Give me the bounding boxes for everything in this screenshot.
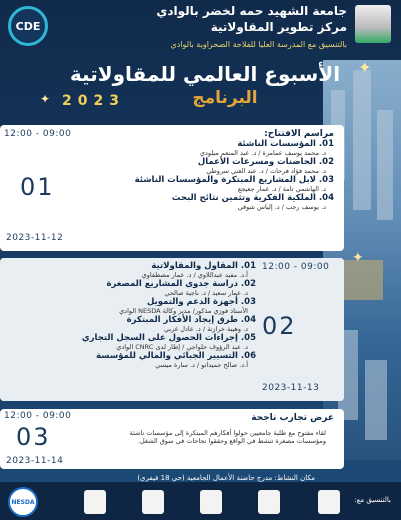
day3-date: 2023-11-14	[6, 456, 64, 466]
day3-desc: لقاء مفتوح مع طلبة جامعيين حولوا أفكارهم المبتكرة إلى مؤسسات ناشئة	[129, 429, 326, 437]
sparkle-icon: ✦	[358, 58, 372, 77]
day1-number: 01	[20, 173, 55, 201]
partner-logo	[258, 490, 280, 514]
coordination-label: بالتنسيق مع:	[354, 496, 391, 504]
day1-item-title: 02. الحاضنات ومسرعات الأعمال	[197, 157, 334, 167]
partner-logo	[200, 490, 222, 514]
day2-item-speaker: الأستاذ فوزي مذكور/ مدير وكالة NESDA الوادي	[119, 307, 248, 315]
day1-items	[135, 129, 334, 211]
year: 2023	[62, 93, 125, 109]
header-university: جامعة الشهيد حمه لخضر بالوادي	[156, 4, 347, 18]
event-location: مكان النشاط: مدرج حاضنة الأعمال الجامعية (حي 18 فيفري)	[137, 474, 315, 482]
day3-items	[130, 413, 334, 445]
cde-logo: CDE	[8, 6, 48, 46]
university-logo	[355, 5, 391, 43]
day1-item-title: 01. المؤسسات الناشئة	[237, 139, 334, 149]
day2-time: 12:00 - 09:00	[262, 262, 330, 272]
day1-item-speaker: د. محمد يوسف عمامرة / د. عبد المنعم ميلودي	[199, 149, 326, 157]
day2-item-speaker: د. عمار سعيد / د. ناجية صالحي	[164, 289, 248, 297]
nesda-logo: NESDA	[8, 487, 38, 517]
day3-desc: ومؤسسات مصغرة تنشط في الواقع وحققوا نجاحات في سوق الشغل.	[137, 437, 326, 445]
day3-time: 12:00 - 09:00	[4, 411, 72, 421]
header	[0, 0, 401, 58]
day2-items	[82, 261, 256, 369]
day1-item-speaker: د. الهاشمي تامة / د. عمار جعيجع	[237, 185, 326, 193]
day1-time: 12:00 - 09:00	[4, 129, 72, 139]
day3-title: عرض تجارب ناجحة	[251, 413, 334, 423]
sparkle-icon: ✦	[40, 92, 51, 106]
sparkle-icon: ✦	[352, 250, 364, 266]
day2-number: 02	[262, 312, 297, 340]
header-center: مركز تطوير المقاولاتية	[210, 20, 347, 34]
program-heading: البرنامج	[192, 88, 258, 108]
day2-item-title: 05. إجراءات الحصول على السجل التجاري	[81, 333, 256, 343]
day2-item-speaker: أ.د. صالح حميداتو / د. سارة ميسي	[155, 361, 248, 369]
day1-card	[0, 125, 344, 251]
day2-item-title: 03. أجهزة الدعم والتمويل	[146, 297, 256, 307]
day2-item-title: 06. التسيير الجبائي والمالي للمؤسسة	[96, 351, 256, 361]
day2-item-title: 01. المقاول والمقاولاتية	[151, 261, 256, 271]
partner-logo	[318, 490, 340, 514]
day1-item-speaker: د. محمد فؤاد فرحات / د. عبد الغني سروطي	[206, 167, 326, 175]
day3-number: 03	[16, 423, 51, 451]
day2-date: 2023-11-13	[262, 383, 320, 393]
day1-item-title: 04. الملكية الفكرية وتثمين نتائج البحث	[171, 193, 334, 203]
day2-item-title: 04. طرق إيجاد الأفكار المبتكرة	[126, 315, 256, 325]
partner-logo	[142, 490, 164, 514]
page-title: الأسبوع العالمي للمقاولاتية	[69, 62, 341, 86]
day2-item-speaker: د. عبد الرؤوف حلواجي / إطار لدى CNRC الوادي	[116, 343, 248, 351]
header-coordination: بالتنسيق مع المدرسة العليا للفلاحة الصحراوية بالوادي	[170, 40, 347, 49]
partner-logo	[84, 490, 106, 514]
day2-item-title: 02. دراسة جدوى المشاريع المصغرة	[106, 279, 256, 289]
day2-item-speaker: د. وهيبة خرازنة / د. عادل غربي	[163, 325, 248, 333]
day1-item-title: 03. لابل المشاريع المبتكرة والمؤسسات الناشئة	[134, 175, 334, 185]
day1-section-title: مراسم الافتتاح:	[264, 129, 334, 139]
day2-item-speaker: أ.د. مفيد عبداللاوي / د. عمار مصطفاوي	[141, 271, 248, 279]
day1-date: 2023-11-12	[6, 233, 64, 243]
day2-card	[0, 258, 344, 401]
day3-card	[0, 409, 344, 469]
day1-item-speaker: د. يوسف رجب / د. إلياس شوقي	[237, 203, 326, 211]
